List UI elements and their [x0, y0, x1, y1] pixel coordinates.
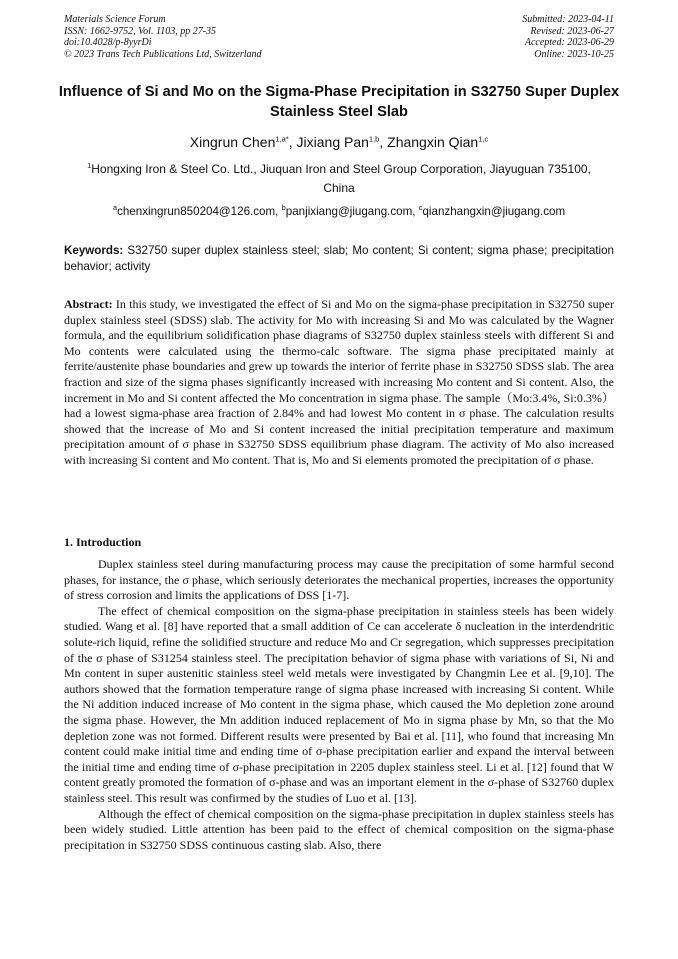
keywords-text: S32750 super duplex stainless steel; slab; Mo content; Si content; sigma phase; precipitation behavior; activity	[64, 244, 614, 273]
abstract-text: In this study, we investigated the effect of Si and Mo on the sigma-phase precipitation in S32750 super duplex stainless steel (SDSS) slab. The activity for Mo with increasing Si and Mo was calculated by the Wagner formula, and the equilibrium solidification phase diagrams of S32750 duplex stainless steels with different Si and Mo contents were calculated using the thermo-calc software. The sigma phase precipitated mainly at ferrite/austenite phase boundaries and grew up towards the interior of ferrite phase in S32750 SDSS slab. The area fraction and size of the sigma phases significantly increased with increasing Mo content and Si content. Also, the increment in Mo and Si content affected the Mo concentration in sigma phase. The sample（Mo:3.4%, Si:0.3%）had a lowest sigma-phase area fraction of 2.84% and had lowest Mo content in σ phase. The calculation results showed that the increase of Mo and Si content increased the initial precipitation temperature and maximum precipitation amount of σ phase in S32750 SDSS equilibrium phase diagram. The activity of Mo also increased with increasing Si content and Mo content. That is, Mo and Si elements promoted the precipitation of σ phase.	[64, 297, 614, 467]
journal-info	[64, 14, 262, 60]
author-affiliation-mark: 1,b	[368, 134, 380, 144]
journal-name: Materials Science Forum	[64, 14, 166, 25]
affiliation-text: Hongxing Iron & Steel Co. Ltd., Jiuquan Iron and Steel Group Corporation, Jiayuguan 735100, China	[91, 162, 591, 195]
abstract-label: Abstract:	[64, 297, 113, 311]
author-affiliation-mark: 1,c	[478, 134, 489, 144]
online-date: Online: 2023-10-25	[534, 48, 614, 60]
author-name: Zhangxin Qian	[387, 134, 479, 150]
accepted-date: Accepted: 2023-06-29	[524, 37, 614, 49]
author: Jixiang Pan$^{1,b}$,	[296, 134, 388, 150]
submitted-date: Submitted: 2023-04-11	[522, 14, 614, 25]
keywords	[64, 243, 614, 274]
affiliation-mark: 1	[87, 161, 92, 170]
paragraph: Although the effect of chemical composition on the sigma-phase precipitation in duplex stainless steels has been widely studied. Little attention has been paid to the effect of chemical composition on the sigma-phase precipitation in S32750 SDSS continuous casting slab. Also, there	[64, 806, 614, 852]
email-list: $^a$chenxingrun850204@126.com, $^b$panjixiang@jiugang.com, $^c$qianzhangxin@jiugang.com	[112, 203, 566, 218]
introduction-body	[64, 557, 614, 853]
author-name: Jixiang Pan	[296, 134, 369, 150]
affiliation	[70, 160, 608, 198]
publication-dates	[522, 14, 614, 60]
issn-line: ISSN: 1662-9752, Vol. 1103, pp 27-35	[64, 25, 217, 37]
doi-line[interactable]: doi:10.4028/p-8yyrDi	[64, 37, 152, 49]
email-link[interactable]: panjixiang@jiugang.com	[285, 205, 413, 218]
author-affiliation-mark: 1,a*	[275, 134, 289, 144]
author	[387, 134, 488, 150]
email-link[interactable]: chenxingrun850204@126.com	[117, 205, 276, 218]
email-link[interactable]: qianzhangxin@jiugang.com	[422, 205, 566, 218]
paragraph: The effect of chemical composition on the sigma-phase precipitation in stainless steels has been widely studied. Wang et al. [8] have reported that a small addition of Ce can accelerate δ nucleation in the interdendritic solute-rich liquid, refine the solidified structure and reduce Mo and Cr segregation, which suppresses precipitation of the σ phase of S31254 stainless steel. The precipitation behavior of sigma phase with variations of Si, Ni and Mn content in super austenitic stainless steel weld metals were investigated by Changmin Lee et al. [9,10]. The authors showed that the formation temperature range of sigma phase increased with increasing Si content. While the Ni addition induced increase of Mo content in the sigma phase, which caused the Mo depletion zone around the sigma phase. However, the Mn addition induced replacement of Mo in sigma phase by Mn, so that the Mo depletion zone was not formed. Different results were presented by Bai et al. [11], who found that increasing Mn content could make initial time and ending time of σ-phase precipitation earlier and expand the interval between the initial time and ending time of σ-phase precipitation in 2205 duplex stainless steel. Li et al. [12] found that W content greatly promoted the formation of σ-phase and was an important element in the σ-phase of S32760 duplex stainless steel. This result was confirmed by the studies of Luo et al. [13].	[64, 603, 614, 805]
paper-title: Influence of Si and Mo on the Sigma-Phase Precipitation in S32750 Super Duplex Stainless Steel Slab	[58, 84, 620, 120]
section-heading: 1. Introduction	[64, 535, 142, 549]
author-name: Xingrun Chen	[189, 134, 276, 150]
copyright-line: © 2023 Trans Tech Publications Ltd, Switzerland	[64, 48, 262, 60]
paragraph: Duplex stainless steel during manufacturing process may cause the precipitation of some harmful second phases, for instance, the σ phase, which seriously deteriorates the mechanical properties, increases the opportunity of stress corrosion and limits the applications of DSS [1-7].	[64, 557, 614, 603]
author: Xingrun Chen$^{1,a*}$,	[189, 134, 297, 150]
abstract	[64, 297, 614, 469]
keywords-label: Keywords:	[64, 244, 124, 257]
author-list	[50, 133, 628, 151]
revised-date: Revised: 2023-06-27	[530, 25, 614, 37]
